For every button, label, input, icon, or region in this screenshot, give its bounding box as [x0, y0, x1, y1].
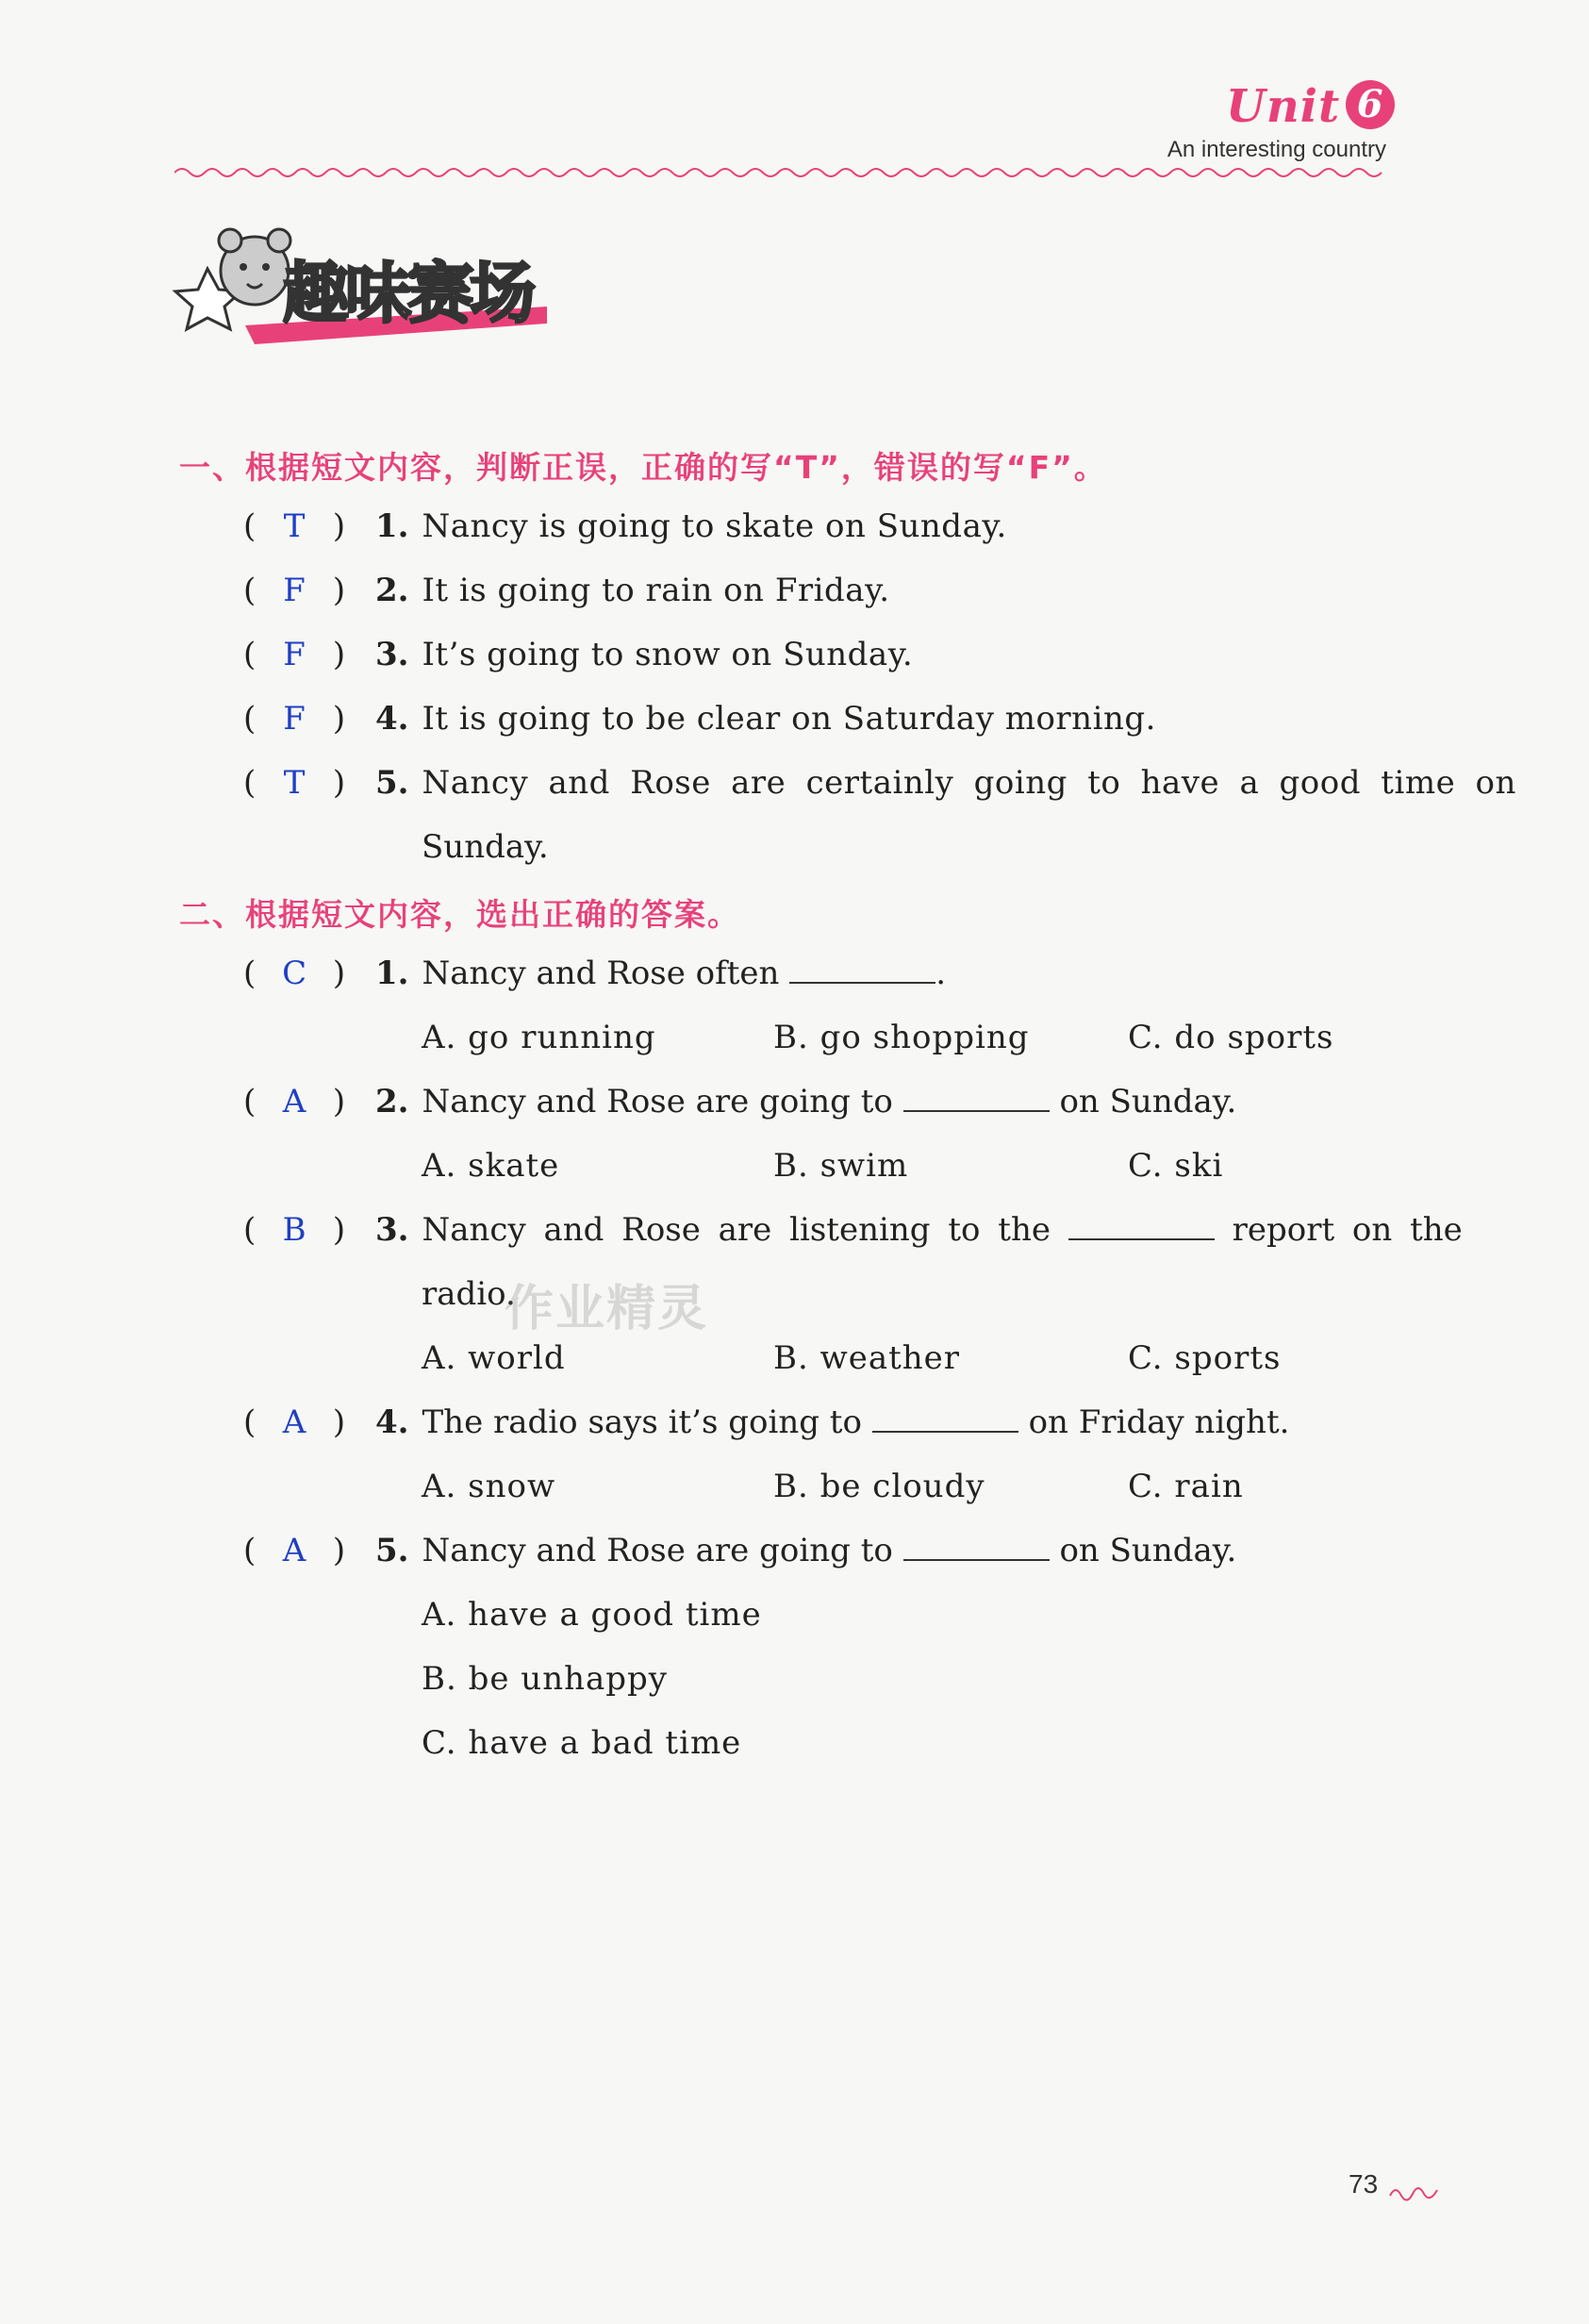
option-a: A. go running [422, 1019, 656, 1056]
option-c: C. rain [1128, 1468, 1244, 1505]
answer-mark: A [282, 1532, 306, 1569]
option-c: C. sports [1128, 1339, 1282, 1377]
question-text: It is going to be clear on Saturday morning. [422, 700, 1156, 738]
unit-number-badge: 6 [1346, 80, 1395, 129]
item-number: 2. [375, 1083, 409, 1120]
answer-mark: F [283, 700, 306, 738]
tf-item-2: ( F ) 2. It is going to rain on Friday. [243, 558, 1422, 622]
option-b: B. swim [773, 1147, 909, 1185]
option-a: A. snow [422, 1468, 556, 1505]
answer-mark: C [282, 954, 307, 992]
option-a: A. have a good time [422, 1596, 762, 1634]
mc-item-3: ( B ) 3. Nancy and Rose are listening to the report on the [243, 1198, 1422, 1262]
item-number: 1. [375, 507, 409, 545]
tf-item-5-continuation: Sunday. [422, 828, 549, 866]
item-number: 5. [375, 764, 409, 802]
question-text: Nancy and Rose are going to [422, 1083, 893, 1120]
item-number: 3. [375, 636, 409, 673]
footer-swirl-decoration [1386, 2179, 1443, 2207]
mc-item-2: ( A ) 2. Nancy and Rose are going to on Sunday. [243, 1070, 1422, 1134]
tf-item-1: ( T ) 1. Nancy is going to skate on Sunday. [243, 494, 1422, 558]
tf-item-3: ( F ) 3. It’s going to snow on Sunday. [243, 622, 1422, 687]
question-text: The radio says it’s going to [422, 1403, 862, 1441]
page-number: 73 [1349, 2169, 1379, 2199]
answer-blank [872, 1403, 1018, 1433]
item-number: 2. [375, 572, 409, 609]
question-text: Nancy and Rose are listening to the [422, 1211, 1051, 1249]
item-number: 3. [375, 1211, 409, 1249]
answer-mark: B [282, 1211, 306, 1249]
tf-item-5: ( T ) 5. Nancy and Rose are certainly going to have a good time on [243, 751, 1422, 815]
question-text: It’s going to snow on Sunday. [422, 636, 914, 673]
mc-item-5: ( A ) 5. Nancy and Rose are going to on Sunday. [243, 1519, 1422, 1583]
mc-item-3-continuation: radio. [422, 1275, 516, 1313]
answer-blank [1068, 1210, 1215, 1240]
unit-title [1226, 80, 1415, 137]
section1-heading: 一、根据短文内容，判断正误，正确的写“T”，错误的写“F”。 [179, 449, 1107, 486]
question-text: Nancy is going to skate on Sunday. [422, 507, 1007, 545]
item-number: 5. [375, 1532, 409, 1569]
question-text-end: report on the [1232, 1211, 1463, 1249]
answer-mark: T [283, 507, 306, 545]
option-c: C. ski [1128, 1147, 1224, 1185]
logo-text: 趣味赛场 [283, 255, 532, 332]
option-c: C. have a bad time [422, 1724, 742, 1762]
option-a: A. world [422, 1339, 566, 1377]
mc-item-4: ( A ) 4. The radio says it’s going to on Friday night. [243, 1390, 1422, 1454]
question-text: Nancy and Rose are certainly going to have a good time on [422, 764, 1516, 802]
answer-blank [789, 954, 935, 984]
item-number: 1. [375, 954, 409, 992]
answer-blank [903, 1531, 1050, 1561]
option-b: B. be cloudy [773, 1468, 985, 1505]
answer-mark: F [283, 636, 306, 673]
answer-mark: A [282, 1403, 306, 1441]
answer-mark: F [283, 572, 306, 609]
question-text-end: on Friday night. [1028, 1403, 1290, 1441]
question-text-end: on Sunday. [1059, 1083, 1237, 1120]
question-text-end: on Sunday. [1059, 1532, 1237, 1569]
mc-item-1: ( C ) 1. Nancy and Rose often . [243, 941, 1422, 1005]
question-text: Nancy and Rose often [422, 954, 780, 992]
unit-subtitle: An interesting country [1167, 137, 1386, 162]
question-text: It is going to rain on Friday. [422, 572, 890, 609]
option-c: C. do sports [1128, 1019, 1334, 1056]
item-number: 4. [375, 1403, 409, 1441]
option-a: A. skate [422, 1147, 560, 1185]
question-text: Nancy and Rose are going to [422, 1532, 893, 1569]
watermark: 作业精灵 [505, 1281, 709, 1337]
tf-item-4: ( F ) 4. It is going to be clear on Saturday morning. [243, 687, 1422, 751]
answer-blank [903, 1082, 1050, 1112]
option-b: B. weather [773, 1339, 961, 1377]
section2-heading: 二、根据短文内容，选出正确的答案。 [179, 896, 740, 933]
option-b: B. be unhappy [422, 1660, 668, 1698]
question-text-end: . [935, 954, 947, 992]
answer-mark: T [283, 764, 306, 802]
fun-arena-logo [170, 212, 622, 363]
item-number: 4. [375, 700, 409, 738]
header-wave-divider [174, 165, 1400, 180]
option-b: B. go shopping [773, 1019, 1030, 1056]
answer-mark: A [282, 1083, 306, 1120]
unit-word: Unit [1226, 80, 1341, 133]
